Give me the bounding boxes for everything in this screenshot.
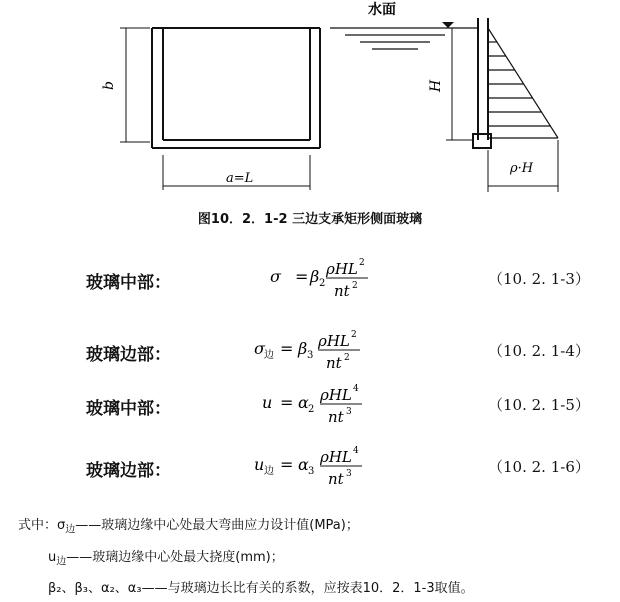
equation-label: 玻璃中部： xyxy=(86,273,171,293)
formula-equals: = xyxy=(280,455,294,474)
note-symbol: 式中：σ xyxy=(18,518,66,533)
formula-coef: β xyxy=(298,339,308,358)
formula xyxy=(250,248,390,308)
formula-numerator: ρHL xyxy=(318,332,350,350)
note-line xyxy=(18,544,474,576)
formula-numerator-sup: 2 xyxy=(359,258,365,268)
formula-numerator-sup: 4 xyxy=(353,446,359,456)
figure-caption: 图10．2．1-2 三边支承矩形侧面玻璃 xyxy=(197,212,423,227)
formula-lhs: u xyxy=(262,393,273,412)
formula-lhs-sub: 边 xyxy=(264,350,274,361)
equation-number: （10. 2. 1-5） xyxy=(488,396,590,414)
note-text: ——玻璃边缘中心处最大弯曲应力设计值(MPa)； xyxy=(75,518,359,533)
water-surface-lines xyxy=(330,22,478,49)
formula-lhs-sub: 边 xyxy=(264,466,274,477)
equation-number: （10. 2. 1-3） xyxy=(488,270,590,288)
formula-numerator: ρHL xyxy=(320,448,352,466)
formula-coef: α xyxy=(298,393,309,412)
dimension-h xyxy=(446,28,478,140)
pressure-distribution xyxy=(488,28,558,138)
formula-numerator: ρHL xyxy=(320,386,352,404)
note-symbol-sub: 边 xyxy=(56,556,67,568)
note-symbol-sub: 边 xyxy=(65,524,76,536)
label-rho-h: ρ·H xyxy=(510,161,534,176)
formula-coef-sub: 2 xyxy=(308,404,315,415)
equation-label: 玻璃边部： xyxy=(86,345,171,365)
formula-lhs: u xyxy=(254,455,265,474)
formula-coef-sub: 3 xyxy=(308,466,315,477)
note-symbol: u xyxy=(48,549,57,565)
equation-row xyxy=(0,436,620,496)
label-a-l: a=L xyxy=(226,171,254,186)
formula xyxy=(250,436,390,496)
formula-denominator-sup: 2 xyxy=(344,353,350,363)
formula-numerator-sup: 2 xyxy=(351,330,357,340)
formula-equals: = xyxy=(280,393,294,412)
note-text: ——玻璃边缘中心处最大挠度(mm)； xyxy=(66,549,284,565)
equation-row xyxy=(0,320,620,380)
formula xyxy=(250,374,390,434)
formula-numerator-sup: 4 xyxy=(353,384,359,394)
formula-denominator-sup: 3 xyxy=(346,469,352,479)
formula-denominator-sup: 3 xyxy=(346,407,352,417)
side-glass-panel xyxy=(473,18,491,148)
formula xyxy=(250,320,390,380)
formula-denominator-sup: 2 xyxy=(352,281,358,291)
equation-label: 玻璃中部： xyxy=(86,399,171,419)
note-line xyxy=(18,512,474,544)
formula-denominator: nt xyxy=(326,354,342,372)
formula-denominator: nt xyxy=(328,470,344,488)
formula-lhs: σ xyxy=(270,267,281,286)
formula-coef: α xyxy=(298,455,309,474)
formula-equals: = xyxy=(295,267,309,286)
symbol-definitions xyxy=(18,512,474,602)
equation-label: 玻璃边部： xyxy=(86,461,171,481)
note-line: β₂、β₃、α₂、α₃——与玻璃边长比有关的系数，应按表10．2．1-3取值。 xyxy=(48,581,474,597)
equation-number: （10. 2. 1-6） xyxy=(488,458,590,476)
formula-coef: β xyxy=(310,267,320,286)
formula-lhs: σ xyxy=(254,339,265,358)
formula-numerator: ρHL xyxy=(326,260,358,278)
equation-number: （10. 2. 1-4） xyxy=(488,342,590,360)
equation-row xyxy=(0,248,620,308)
label-b: b xyxy=(101,81,117,90)
equation-row xyxy=(0,374,620,434)
formula-coef-sub: 2 xyxy=(319,278,326,289)
tank-walls xyxy=(152,28,320,148)
formula-denominator: nt xyxy=(328,408,344,426)
water-surface-label: 水面 xyxy=(368,2,396,18)
formula-coef-sub: 3 xyxy=(307,350,314,361)
dimension-b xyxy=(120,28,150,142)
formula-denominator: nt xyxy=(334,282,350,300)
label-h: H xyxy=(428,79,444,92)
formula-equals: = xyxy=(280,339,294,358)
glass-support-diagram xyxy=(0,0,620,210)
